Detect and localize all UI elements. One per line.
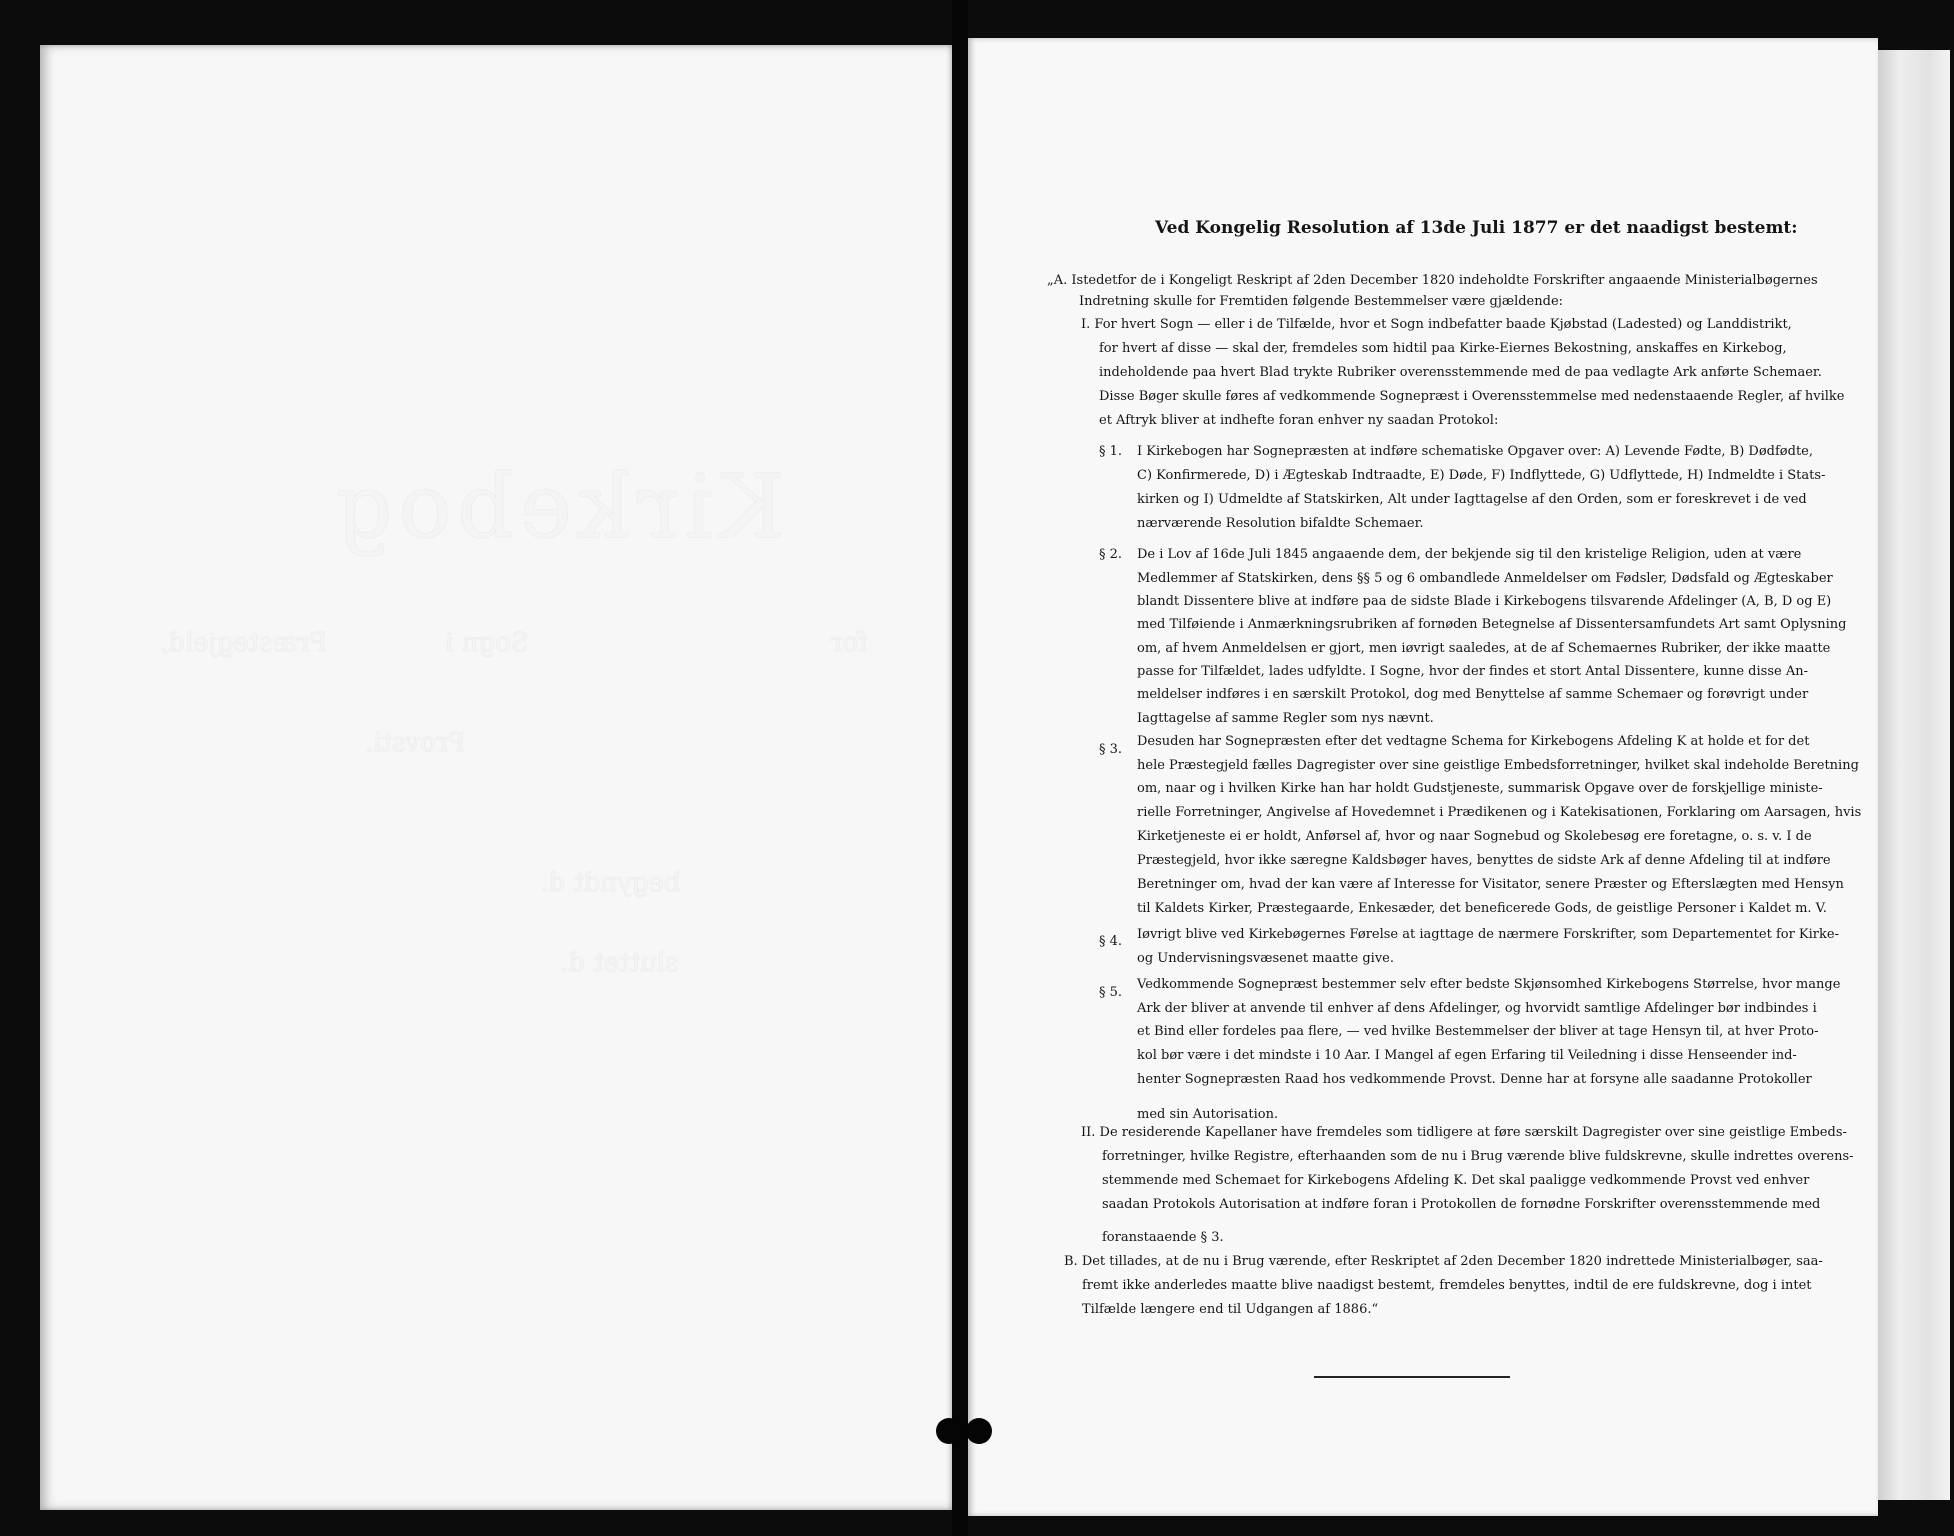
text-line: meldelser indføres i en særskilt Protokol, dog med Benyttelse af samme Schemaer og forøvrigt under	[1137, 687, 1809, 702]
paragraph-number: § 3.	[1099, 742, 1123, 757]
ghost-line: sluttet d.	[560, 948, 679, 978]
text-line: om, naar og i hvilken Kirke han har holdt Gudstjeneste, summarisk Opgave over de forskjellige ministe-	[1137, 781, 1823, 796]
page-edges	[1878, 50, 1950, 1500]
binding-ring	[966, 1418, 992, 1444]
text-line: med Tilføiende i Anmærkningsrubriken af fornøden Betegnelse af Dissentersamfundets Art samt Oplysning	[1137, 617, 1847, 632]
text-line: et Bind eller fordeles paa flere, — ved hvilke Bestemmelser der bliver at tage Hensyn til, at hver Proto-	[1137, 1024, 1819, 1039]
text-line: Vedkommende Sognepræst bestemmer selv efter bedste Skjønsomhed Kirkebogens Størrelse, hvor mange	[1137, 977, 1841, 992]
text-line: I. For hvert Sogn — eller i de Tilfælde, hvor et Sogn indbefatter baade Kjøbstad (Ladested) og Landdistrikt,	[1081, 317, 1792, 332]
text-line: C) Konfirmerede, D) i Ægteskab Indtraadte, E) Døde, F) Indflyttede, G) Udflyttede, H) Indmeldte i Stats-	[1137, 468, 1826, 483]
text-line: med sin Autorisation.	[1137, 1107, 1279, 1122]
text-line: Beretninger om, hvad der kan være af Interesse for Visitator, senere Præster og Efterslægten med Hensyn	[1137, 877, 1844, 892]
text-line: kol bør være i det mindste i 10 Aar. I Mangel af egen Erfaring til Veiledning i disse Henseender ind-	[1137, 1048, 1797, 1063]
text-line: I Kirkebogen har Sognepræsten at indføre schematiske Opgaver over: A) Levende Fødte, B) Dødfødte,	[1137, 444, 1813, 459]
text-line: B. Det tillades, at de nu i Brug værende, efter Reskriptet af 2den December 1820 indrettede Ministerialbøger, saa-	[1064, 1254, 1823, 1269]
text-line: Desuden har Sognepræsten efter det vedtagne Schema for Kirkebogens Afdeling K at holde et for det	[1137, 734, 1810, 749]
text-line: indeholdende paa hvert Blad trykte Rubriker overensstemmende med de paa vedlagte Ark anførte Schemaer.	[1099, 365, 1822, 380]
text-line: kirken og I) Udmeldte af Statskirken, Alt under Iagttagelse af den Orden, som er foreskrevet i de ved	[1137, 492, 1807, 507]
text-line: rielle Forretninger, Angivelse af Hovedemnet i Prædikenen og i Katekisationen, Forklaring om Aarsagen, hvis	[1137, 805, 1862, 820]
left-page	[40, 45, 952, 1510]
text-line: foranstaaende § 3.	[1102, 1230, 1224, 1245]
paragraph-number: § 4.	[1099, 934, 1123, 949]
text-line: Kirketjeneste ei er holdt, Anførsel af, hvor og naar Sognebud og Skolebesøg ere foretagne, o. s. v. I de	[1137, 829, 1812, 844]
text-line: De i Lov af 16de Juli 1845 angaaende dem, der bekjende sig til den kristelige Religion, uden at være	[1137, 547, 1802, 562]
text-line: Medlemmer af Statskirken, dens §§ 5 og 6 ombandlede Anmeldelser om Fødsler, Dødsfald og Ægteskaber	[1137, 571, 1833, 586]
closing-rule	[1314, 1376, 1510, 1378]
text-line: til Kaldets Kirker, Præstegaarde, Enkesæder, det beneficerede Gods, de geistlige Personer i Kaldet m. V.	[1137, 901, 1827, 916]
text-line: henter Sognepræsten Raad hos vedkommende Provst. Denne har at forsyne alle saadanne Protokoller	[1137, 1072, 1812, 1087]
binding-ring	[936, 1418, 962, 1444]
text-line: Ark der bliver at anvende til enhver af dens Afdelinger, og hvorvidt samtlige Afdelinger bør indbindes i	[1137, 1001, 1817, 1016]
text-line: Tilfælde længere end til Udgangen af 1886.“	[1082, 1302, 1379, 1317]
text-line: Præstegjeld, hvor ikke særegne Kaldsbøger haves, benyttes de sidste Ark af denne Afdeling til at indføre	[1137, 853, 1831, 868]
resolution-heading: Ved Kongelig Resolution af 13de Juli 1877 er det naadigst bestemt:	[1155, 218, 1798, 238]
paragraph-number: § 5.	[1099, 985, 1123, 1000]
text-line: om, af hvem Anmeldelsen er gjort, men iøvrigt saaledes, at de af Schemaernes Rubriker, der ikke maatte	[1137, 641, 1831, 656]
ghost-line: Provsti.	[365, 728, 466, 758]
paragraph-number: § 2.	[1099, 547, 1123, 562]
text-line: nærværende Resolution bifaldte Schemaer.	[1137, 516, 1424, 531]
ghost-title: Kirkebog	[330, 455, 785, 558]
text-line: „A. Istedetfor de i Kongeligt Reskript af 2den December 1820 indeholdte Forskrifter angaaende Ministerialbøgernes	[1047, 273, 1818, 288]
right-page	[968, 38, 1878, 1516]
text-line: hele Præstegjeld fælles Dagregister over sine geistlige Embedsforretninger, hvilket skal indeholde Beretning	[1137, 758, 1859, 773]
ghost-line: Sogn i	[445, 628, 529, 658]
ghost-line: for	[830, 628, 868, 658]
text-line: stemmende med Schemaet for Kirkebogens Afdeling K. Det skal paaligge vedkommende Provst ved enhver	[1102, 1173, 1810, 1188]
text-line: for hvert af disse — skal der, fremdeles som hidtil paa Kirke-Eiernes Bekostning, anskaffes en Kirkebog,	[1099, 341, 1787, 356]
text-line: blandt Dissentere blive at indføre paa de sidste Blade i Kirkebogens tilsvarende Afdelinger (A, B, D og E)	[1137, 594, 1832, 609]
text-line: Iagttagelse af samme Regler som nys nævnt.	[1137, 711, 1434, 726]
text-line: Iøvrigt blive ved Kirkebøgernes Førelse at iagttage de nærmere Forskrifter, som Departementet for Kirke-	[1137, 927, 1839, 942]
text-line: Disse Bøger skulle føres af vedkommende Sognepræst i Overensstemmelse med nedenstaaende Regler, af hvilke	[1099, 389, 1845, 404]
text-line: II. De residerende Kapellaner have fremdeles som tidligere at føre særskilt Dagregister over sine geistlige Embeds-	[1081, 1125, 1847, 1140]
text-line: forretninger, hvilke Registre, efterhaanden som de nu i Brug værende blive fuldskrevne, skulle indrettes overens-	[1102, 1149, 1854, 1164]
book-gutter	[952, 0, 968, 1536]
text-line: og Undervisningsvæsenet maatte give.	[1137, 951, 1395, 966]
ghost-line: begyndt d.	[540, 868, 681, 898]
text-line: et Aftryk bliver at indhefte foran enhver ny saadan Protokol:	[1099, 413, 1499, 428]
ghost-line: Præstegjeld,	[160, 628, 327, 658]
text-line: Indretning skulle for Fremtiden følgende Bestemmelser være gjældende:	[1079, 294, 1564, 309]
text-line: passe for Tilfældet, lades udfyldte. I Sogne, hvor der findes et stort Antal Dissentere, kunne disse An-	[1137, 664, 1808, 679]
text-line: saadan Protokols Autorisation at indføre foran i Protokollen de fornødne Forskrifter overensstemmende med	[1102, 1197, 1821, 1212]
paragraph-number: § 1.	[1099, 444, 1123, 459]
text-line: fremt ikke anderledes maatte blive naadigst bestemt, fremdeles benyttes, indtil de ere fuldskrevne, dog i intet	[1082, 1278, 1812, 1293]
